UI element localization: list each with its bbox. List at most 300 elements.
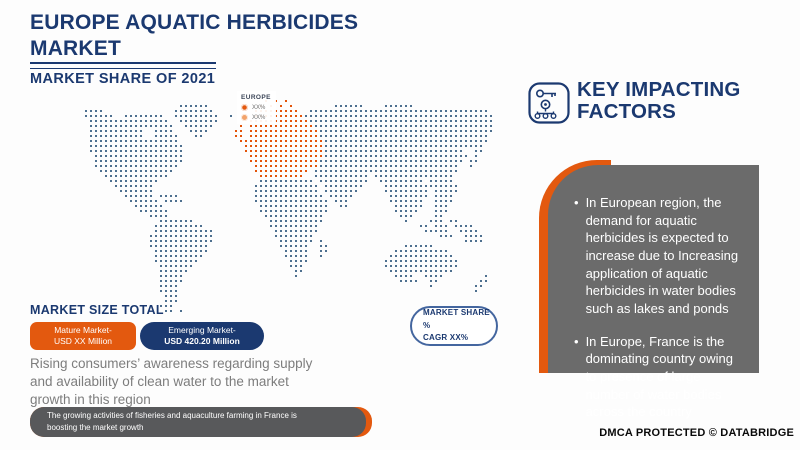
map-dot bbox=[135, 130, 137, 132]
map-dot bbox=[420, 120, 422, 122]
map-dot bbox=[410, 190, 412, 192]
map-dot bbox=[435, 150, 437, 152]
map-dot bbox=[400, 205, 402, 207]
map-dot bbox=[430, 115, 432, 117]
map-dot bbox=[390, 255, 392, 257]
map-dot bbox=[400, 165, 402, 167]
map-dot-highlight bbox=[275, 155, 277, 157]
map-dot bbox=[150, 170, 152, 172]
map-dot bbox=[305, 200, 307, 202]
map-dot bbox=[205, 240, 207, 242]
map-dot bbox=[365, 130, 367, 132]
map-dot bbox=[325, 210, 327, 212]
map-dot bbox=[155, 200, 157, 202]
map-dot-highlight bbox=[290, 125, 292, 127]
map-dot bbox=[270, 200, 272, 202]
map-dot-highlight bbox=[260, 145, 262, 147]
map-dot bbox=[470, 235, 472, 237]
map-dot bbox=[175, 160, 177, 162]
map-dot bbox=[135, 205, 137, 207]
emerging-market-badge bbox=[140, 322, 264, 350]
map-dot bbox=[290, 230, 292, 232]
map-dot bbox=[350, 140, 352, 142]
map-dot-highlight bbox=[280, 130, 282, 132]
map-dot bbox=[175, 235, 177, 237]
map-dot bbox=[175, 300, 177, 302]
map-dot bbox=[420, 155, 422, 157]
map-dot bbox=[195, 225, 197, 227]
map-dot-highlight bbox=[255, 165, 257, 167]
map-dot bbox=[305, 235, 307, 237]
map-dot bbox=[420, 200, 422, 202]
growth-banner bbox=[30, 407, 366, 437]
map-dot bbox=[125, 190, 127, 192]
map-dot bbox=[280, 235, 282, 237]
map-dot bbox=[385, 165, 387, 167]
map-dot bbox=[345, 105, 347, 107]
map-dot bbox=[285, 255, 287, 257]
map-dot bbox=[395, 155, 397, 157]
map-dot-highlight bbox=[265, 150, 267, 152]
map-dot bbox=[335, 170, 337, 172]
map-dot bbox=[185, 125, 187, 127]
map-dot bbox=[105, 140, 107, 142]
map-dot bbox=[195, 120, 197, 122]
map-dot bbox=[430, 265, 432, 267]
map-dot bbox=[435, 140, 437, 142]
map-dot bbox=[180, 220, 182, 222]
map-dot bbox=[430, 120, 432, 122]
map-dot bbox=[440, 225, 442, 227]
map-dot bbox=[155, 215, 157, 217]
map-dot bbox=[170, 135, 172, 137]
map-dot bbox=[460, 130, 462, 132]
map-dot bbox=[315, 220, 317, 222]
map-dot bbox=[445, 255, 447, 257]
map-dot bbox=[420, 255, 422, 257]
map-dot bbox=[435, 275, 437, 277]
map-dot bbox=[385, 140, 387, 142]
map-dot bbox=[180, 265, 182, 267]
map-dot bbox=[425, 145, 427, 147]
map-dot bbox=[365, 145, 367, 147]
map-dot bbox=[460, 115, 462, 117]
map-dot bbox=[100, 140, 102, 142]
map-dot bbox=[485, 275, 487, 277]
map-dot bbox=[210, 230, 212, 232]
map-dot bbox=[405, 115, 407, 117]
map-dot bbox=[440, 250, 442, 252]
map-dot bbox=[425, 250, 427, 252]
map-dot bbox=[320, 165, 322, 167]
map-dot bbox=[165, 125, 167, 127]
map-dot bbox=[165, 240, 167, 242]
map-dot bbox=[95, 135, 97, 137]
map-dot bbox=[290, 215, 292, 217]
map-dot-highlight bbox=[295, 130, 297, 132]
map-dot bbox=[180, 155, 182, 157]
map-dot bbox=[115, 180, 117, 182]
map-dot bbox=[170, 200, 172, 202]
map-dot bbox=[170, 170, 172, 172]
map-dot bbox=[325, 120, 327, 122]
map-dot bbox=[360, 130, 362, 132]
map-dot bbox=[470, 160, 472, 162]
map-dot bbox=[140, 170, 142, 172]
map-dot bbox=[350, 135, 352, 137]
map-dot-highlight bbox=[290, 150, 292, 152]
map-dot bbox=[180, 230, 182, 232]
map-dot bbox=[455, 185, 457, 187]
map-dot bbox=[480, 145, 482, 147]
map-dot-highlight bbox=[240, 135, 242, 137]
map-dot bbox=[300, 185, 302, 187]
map-dot bbox=[155, 210, 157, 212]
map-dot bbox=[320, 125, 322, 127]
map-dot bbox=[395, 120, 397, 122]
map-dot bbox=[410, 280, 412, 282]
map-dot bbox=[145, 175, 147, 177]
map-dot bbox=[130, 145, 132, 147]
map-dot bbox=[205, 115, 207, 117]
map-dot bbox=[415, 280, 417, 282]
map-dot bbox=[480, 150, 482, 152]
map-dot-highlight bbox=[275, 145, 277, 147]
map-dot bbox=[365, 135, 367, 137]
map-dot bbox=[410, 195, 412, 197]
map-dot bbox=[415, 120, 417, 122]
map-dot bbox=[425, 110, 427, 112]
map-dot bbox=[105, 120, 107, 122]
map-dot bbox=[390, 180, 392, 182]
map-dot bbox=[355, 130, 357, 132]
map-dot bbox=[420, 140, 422, 142]
map-dot bbox=[100, 145, 102, 147]
map-dot bbox=[350, 110, 352, 112]
map-dot bbox=[170, 245, 172, 247]
map-dot bbox=[430, 280, 432, 282]
map-dot bbox=[290, 195, 292, 197]
map-dot bbox=[485, 280, 487, 282]
map-dot bbox=[365, 170, 367, 172]
map-dot bbox=[270, 185, 272, 187]
map-dot bbox=[460, 155, 462, 157]
map-dot bbox=[160, 285, 162, 287]
map-dot bbox=[255, 185, 257, 187]
map-dot bbox=[405, 135, 407, 137]
map-dot bbox=[450, 130, 452, 132]
map-dot-highlight bbox=[300, 175, 302, 177]
map-dot bbox=[100, 115, 102, 117]
map-dot bbox=[165, 270, 167, 272]
map-dot bbox=[300, 220, 302, 222]
map-dot bbox=[295, 220, 297, 222]
map-dot bbox=[275, 220, 277, 222]
map-dot bbox=[425, 225, 427, 227]
map-dot bbox=[315, 110, 317, 112]
map-dot bbox=[325, 125, 327, 127]
map-dot bbox=[325, 160, 327, 162]
map-dot bbox=[345, 175, 347, 177]
map-dot bbox=[410, 245, 412, 247]
map-dot bbox=[490, 125, 492, 127]
map-dot bbox=[295, 275, 297, 277]
map-dot bbox=[380, 130, 382, 132]
map-dot-highlight bbox=[300, 145, 302, 147]
map-dot bbox=[325, 145, 327, 147]
map-dot bbox=[150, 160, 152, 162]
map-dot bbox=[440, 155, 442, 157]
map-dot bbox=[285, 185, 287, 187]
map-dot bbox=[170, 275, 172, 277]
map-dot bbox=[335, 185, 337, 187]
map-dot bbox=[385, 130, 387, 132]
map-dot bbox=[405, 145, 407, 147]
map-dot bbox=[390, 195, 392, 197]
map-dot bbox=[360, 155, 362, 157]
map-dot bbox=[435, 220, 437, 222]
map-dot bbox=[410, 120, 412, 122]
map-dot bbox=[435, 265, 437, 267]
map-dot bbox=[355, 135, 357, 137]
map-dot bbox=[140, 205, 142, 207]
map-dot bbox=[200, 105, 202, 107]
map-dot bbox=[135, 160, 137, 162]
map-dot bbox=[460, 110, 462, 112]
map-dot bbox=[115, 130, 117, 132]
map-dot bbox=[315, 210, 317, 212]
map-dot bbox=[320, 130, 322, 132]
map-dot bbox=[415, 180, 417, 182]
map-dot-highlight bbox=[295, 125, 297, 127]
map-dot bbox=[395, 190, 397, 192]
map-dot bbox=[190, 110, 192, 112]
map-dot bbox=[205, 245, 207, 247]
map-dot bbox=[475, 150, 477, 152]
map-dot bbox=[175, 135, 177, 137]
map-dot bbox=[310, 210, 312, 212]
map-dot bbox=[435, 195, 437, 197]
map-dot-highlight bbox=[295, 155, 297, 157]
map-dot bbox=[470, 130, 472, 132]
map-dot bbox=[175, 140, 177, 142]
map-dot bbox=[440, 130, 442, 132]
map-dot bbox=[180, 280, 182, 282]
map-dot bbox=[145, 125, 147, 127]
map-dot bbox=[95, 125, 97, 127]
map-dot bbox=[425, 260, 427, 262]
map-dot bbox=[185, 250, 187, 252]
map-dot bbox=[345, 125, 347, 127]
map-dot bbox=[260, 180, 262, 182]
map-dot-highlight bbox=[270, 165, 272, 167]
map-dot-highlight bbox=[265, 175, 267, 177]
map-dot-highlight bbox=[280, 170, 282, 172]
map-dot bbox=[365, 160, 367, 162]
map-dot bbox=[125, 140, 127, 142]
map-dot bbox=[190, 120, 192, 122]
map-dot bbox=[150, 165, 152, 167]
map-dot bbox=[465, 155, 467, 157]
map-dot bbox=[475, 125, 477, 127]
map-dot bbox=[185, 235, 187, 237]
map-dot bbox=[180, 200, 182, 202]
map-dot bbox=[200, 235, 202, 237]
map-dot bbox=[415, 185, 417, 187]
map-dot bbox=[380, 155, 382, 157]
map-dot bbox=[340, 160, 342, 162]
map-dot bbox=[455, 125, 457, 127]
map-dot bbox=[415, 170, 417, 172]
map-dot bbox=[345, 180, 347, 182]
map-dot-highlight bbox=[240, 130, 242, 132]
map-dot bbox=[415, 115, 417, 117]
map-dot bbox=[275, 180, 277, 182]
map-dot bbox=[95, 115, 97, 117]
map-dot bbox=[435, 260, 437, 262]
map-dot bbox=[415, 110, 417, 112]
map-dot bbox=[105, 150, 107, 152]
map-dot bbox=[155, 170, 157, 172]
map-dot bbox=[290, 245, 292, 247]
map-dot bbox=[395, 130, 397, 132]
map-dot bbox=[180, 255, 182, 257]
map-dot-highlight bbox=[290, 140, 292, 142]
map-dot bbox=[170, 195, 172, 197]
map-dot bbox=[170, 295, 172, 297]
map-dot bbox=[200, 125, 202, 127]
map-dot bbox=[175, 165, 177, 167]
map-dot bbox=[340, 185, 342, 187]
map-dot bbox=[405, 105, 407, 107]
map-dot bbox=[425, 125, 427, 127]
map-dot bbox=[120, 175, 122, 177]
map-dot bbox=[320, 170, 322, 172]
map-dot bbox=[470, 110, 472, 112]
map-dot bbox=[190, 115, 192, 117]
map-dot bbox=[440, 195, 442, 197]
map-dot bbox=[400, 160, 402, 162]
map-dot bbox=[350, 195, 352, 197]
map-dot bbox=[365, 140, 367, 142]
map-dot bbox=[430, 135, 432, 137]
map-dot bbox=[290, 185, 292, 187]
map-dot bbox=[310, 215, 312, 217]
legend-value: XX% bbox=[252, 114, 266, 121]
map-dot-highlight bbox=[280, 150, 282, 152]
map-dot bbox=[150, 125, 152, 127]
map-dot bbox=[420, 125, 422, 127]
map-dot bbox=[260, 190, 262, 192]
map-dot bbox=[300, 210, 302, 212]
map-dot bbox=[445, 135, 447, 137]
map-dot bbox=[290, 180, 292, 182]
map-dot bbox=[295, 225, 297, 227]
map-dot-highlight bbox=[275, 165, 277, 167]
map-dot bbox=[135, 200, 137, 202]
map-dot bbox=[420, 145, 422, 147]
map-dot bbox=[330, 190, 332, 192]
map-dot bbox=[300, 215, 302, 217]
map-dot-highlight bbox=[260, 150, 262, 152]
map-dot bbox=[385, 145, 387, 147]
map-dot bbox=[400, 125, 402, 127]
map-dot bbox=[295, 205, 297, 207]
map-dot bbox=[310, 200, 312, 202]
map-dot-highlight bbox=[290, 135, 292, 137]
map-dot bbox=[135, 155, 137, 157]
map-dot bbox=[360, 175, 362, 177]
map-dot bbox=[150, 115, 152, 117]
map-dot bbox=[380, 170, 382, 172]
map-dot bbox=[155, 245, 157, 247]
map-dot bbox=[290, 225, 292, 227]
map-dot bbox=[380, 115, 382, 117]
map-dot bbox=[375, 135, 377, 137]
map-dot-highlight bbox=[275, 135, 277, 137]
map-dot bbox=[390, 140, 392, 142]
map-dot bbox=[165, 295, 167, 297]
europe-map-legend bbox=[237, 91, 276, 124]
map-dot bbox=[410, 165, 412, 167]
map-dot bbox=[410, 210, 412, 212]
map-dot bbox=[195, 125, 197, 127]
map-dot bbox=[205, 120, 207, 122]
map-dot bbox=[430, 260, 432, 262]
map-dot bbox=[445, 160, 447, 162]
map-dot bbox=[205, 125, 207, 127]
map-dot bbox=[170, 250, 172, 252]
map-dot bbox=[445, 190, 447, 192]
map-dot bbox=[140, 155, 142, 157]
map-dot bbox=[395, 270, 397, 272]
map-dot-highlight bbox=[285, 110, 287, 112]
legend-marker-icon bbox=[241, 104, 248, 111]
map-dot bbox=[315, 125, 317, 127]
map-dot bbox=[455, 170, 457, 172]
map-dot bbox=[420, 245, 422, 247]
map-dot-highlight bbox=[305, 140, 307, 142]
map-dot bbox=[385, 135, 387, 137]
map-dot bbox=[175, 245, 177, 247]
map-dot-highlight bbox=[310, 140, 312, 142]
map-dot bbox=[440, 235, 442, 237]
map-dot-highlight bbox=[270, 150, 272, 152]
map-dot bbox=[410, 170, 412, 172]
map-dot-highlight bbox=[305, 120, 307, 122]
map-dot bbox=[145, 170, 147, 172]
map-dot bbox=[100, 170, 102, 172]
map-dot bbox=[445, 225, 447, 227]
map-dot bbox=[195, 130, 197, 132]
map-dot bbox=[330, 170, 332, 172]
map-dot bbox=[420, 270, 422, 272]
map-dot bbox=[435, 250, 437, 252]
map-dot bbox=[400, 275, 402, 277]
map-dot bbox=[155, 175, 157, 177]
map-dot bbox=[445, 130, 447, 132]
map-dot bbox=[315, 115, 317, 117]
map-dot bbox=[420, 130, 422, 132]
map-dot bbox=[275, 185, 277, 187]
map-dot-highlight bbox=[285, 100, 287, 102]
map-dot bbox=[170, 160, 172, 162]
map-dot-highlight bbox=[310, 165, 312, 167]
map-dot bbox=[190, 235, 192, 237]
map-dot bbox=[150, 245, 152, 247]
map-dot bbox=[130, 155, 132, 157]
map-dot bbox=[280, 210, 282, 212]
